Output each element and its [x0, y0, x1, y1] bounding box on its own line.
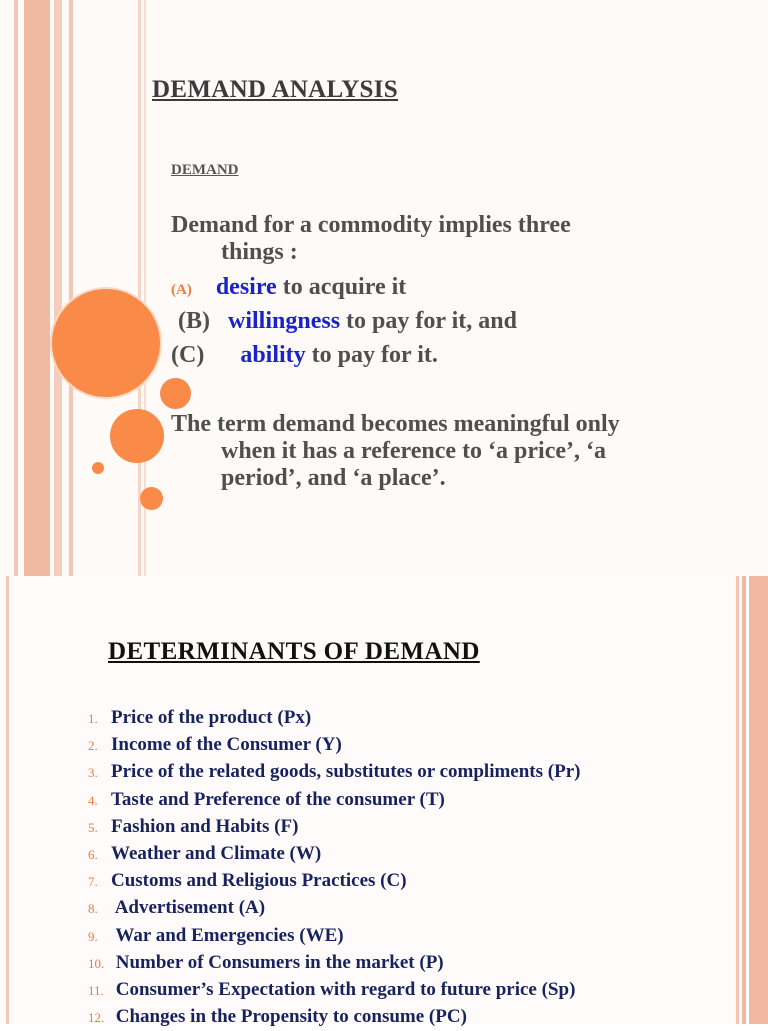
list-item: [88, 976, 580, 1003]
list-item: [88, 786, 580, 813]
point-b: [178, 308, 517, 335]
decor-circle: [140, 487, 163, 510]
note-line: period’, and ‘a place’.: [221, 465, 446, 491]
decor-stripe: [6, 576, 9, 1024]
list-item: [88, 758, 580, 785]
item-text: Price of the related goods, substitutes or compliments (Pr): [111, 761, 581, 783]
list-item: [88, 731, 580, 758]
item-number: 12.: [88, 1010, 105, 1026]
point-text: to pay for it, and: [340, 308, 517, 334]
point-a: [171, 274, 406, 301]
decor-stripe: [69, 0, 73, 576]
item-number: 9.: [88, 928, 98, 944]
decor-stripe: [138, 0, 141, 576]
intro-paragraph: [171, 212, 691, 266]
item-number: 10.: [88, 955, 105, 971]
intro-line: Demand for a commodity implies three: [171, 212, 571, 238]
point-keyword: ability: [240, 342, 306, 368]
slide-title: DETERMINANTS OF DEMAND: [108, 638, 480, 665]
item-text: Fashion and Habits (F): [111, 815, 299, 837]
section-heading: DEMAND: [171, 162, 239, 178]
point-c: [171, 342, 438, 369]
item-text: Number of Consumers in the market (P): [111, 951, 444, 973]
item-text: Customs and Religious Practices (C): [111, 870, 407, 892]
decor-stripe: [742, 576, 746, 1024]
point-keyword: willingness: [228, 308, 341, 334]
item-number: 7.: [88, 874, 98, 890]
list-item: [88, 704, 580, 731]
list-item: [88, 1003, 580, 1030]
list-item: [88, 922, 580, 949]
decor-stripe: [14, 0, 18, 576]
item-number: 2.: [88, 738, 98, 754]
decor-stripe: [54, 0, 62, 576]
item-number: 4.: [88, 792, 98, 808]
item-text: Consumer’s Expectation with regard to future price (Sp): [111, 978, 576, 1000]
item-text: Advertisement (A): [111, 897, 266, 919]
decor-circle: [160, 378, 191, 409]
item-number: 1.: [88, 711, 98, 726]
item-number: 3.: [88, 765, 98, 781]
decor-stripe: [736, 576, 739, 1024]
point-marker: (B): [178, 308, 210, 334]
point-keyword: desire: [215, 274, 277, 300]
item-text: Changes in the Propensity to consume (PC): [111, 1006, 467, 1028]
decor-stripe: [24, 0, 50, 576]
decor-stripe: [749, 576, 768, 1024]
note-paragraph: [171, 411, 731, 492]
intro-line: things :: [221, 239, 298, 265]
decor-circle: [92, 462, 104, 474]
decor-circle-large: [52, 289, 160, 397]
determinants-list: [88, 704, 580, 1030]
point-marker: (A): [171, 282, 192, 298]
point-text: to acquire it: [276, 274, 407, 300]
item-text: Weather and Climate (W): [111, 842, 322, 864]
item-number: 6.: [88, 846, 98, 862]
point-marker: (C): [171, 342, 205, 368]
item-text: Taste and Preference of the consumer (T): [111, 788, 445, 810]
point-text: to pay for it.: [305, 342, 438, 368]
item-number: 8.: [88, 901, 98, 917]
item-number: 11.: [88, 982, 104, 998]
decor-circle: [110, 409, 164, 463]
list-item: [88, 949, 580, 976]
item-text: War and Emergencies (WE): [111, 924, 344, 946]
list-item: [88, 840, 580, 867]
item-number: 5.: [88, 819, 98, 835]
item-text: Income of the Consumer (Y): [111, 734, 342, 756]
note-line: when it has a reference to ‘a price’, ‘a: [221, 438, 607, 464]
list-item: [88, 813, 580, 840]
slide-title: DEMAND ANALYSIS: [152, 76, 398, 103]
list-item: [88, 867, 580, 894]
list-item: [88, 894, 580, 921]
note-line: The term demand becomes meaningful only: [171, 411, 620, 437]
item-text: Price of the product (Px): [111, 707, 312, 728]
